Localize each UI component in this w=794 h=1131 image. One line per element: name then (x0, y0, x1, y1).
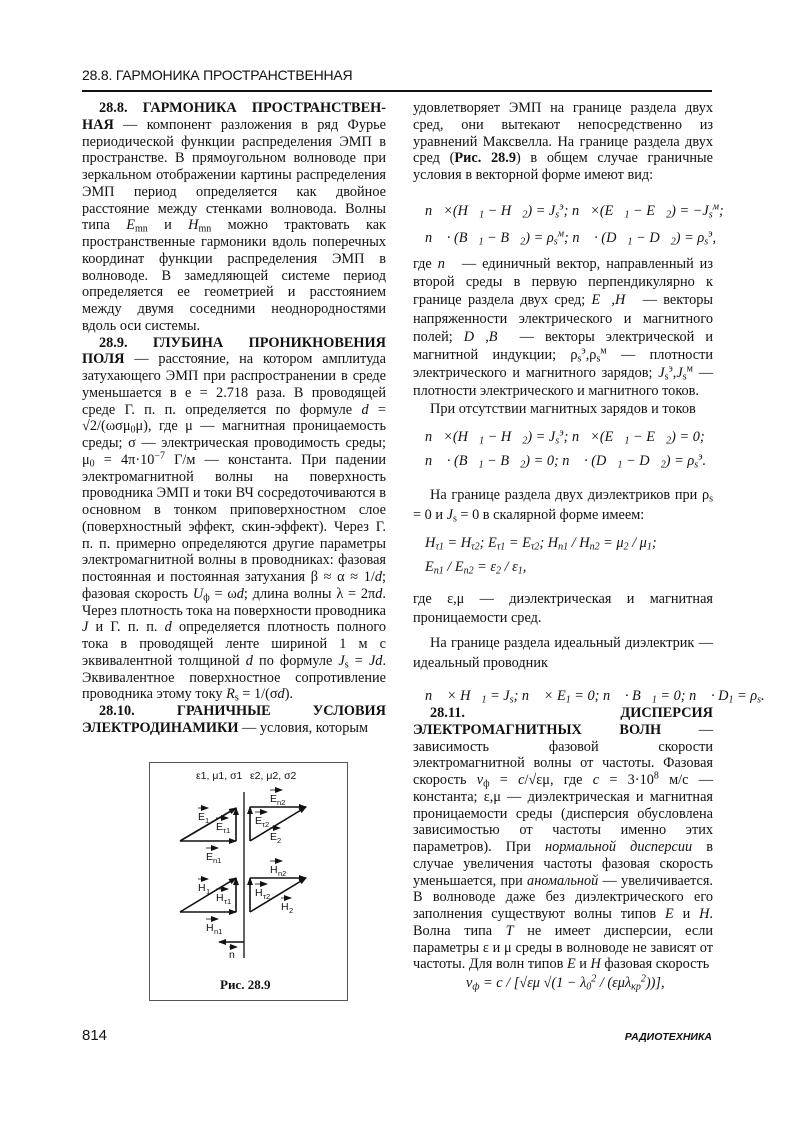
entry-28-11 (413, 705, 713, 973)
text-run: d (236, 585, 244, 602)
text-run: 8 (653, 770, 659, 782)
text-run: , (672, 365, 677, 382)
text-run: n1 (433, 565, 444, 577)
text-run: — увеличивается. В волноводе даже без диэлектрического его заполнения существуют волны типов (413, 872, 713, 922)
text-run: −7 (154, 450, 166, 462)
label-hn2: H (270, 864, 278, 876)
text-run: 0 (130, 424, 136, 436)
text-run: J (658, 365, 665, 382)
text-run: . Эквивалентное поверхностное сопротивление проводника этому току (82, 652, 387, 703)
label-ht1-sub: τ1 (224, 897, 232, 906)
text-run: n⃗ (437, 256, 456, 272)
formula-no-magnetic-2 (425, 453, 706, 470)
text-run: ) = −J (671, 203, 709, 219)
text-run: s (234, 692, 239, 704)
text-run: можно трактовать как пространственные гармоники вдоль поперечных координат функции распределения ЭМП в волноводе. В замедляющей системе период определяется ее геометрией и расстоянием между двумя соседними неоднородностями вдоль оси системы. (82, 217, 386, 334)
text-run: s (596, 353, 601, 365)
label-et2: E (255, 815, 263, 827)
label-en1: E (206, 851, 214, 863)
entry-28-8 (82, 100, 386, 335)
text-run: — зависимость фазовой скорости электромагнитной волны от частоты. Фазовая скорость (413, 721, 713, 788)
text-run: ))], (645, 975, 665, 991)
text-run: . Через плотность тока на поверхности проводника (82, 585, 386, 619)
page-number: 814 (82, 1027, 108, 1044)
text-run: R (226, 686, 235, 703)
text-run: H (188, 217, 199, 234)
text-run: = 0 в скалярной форме имеем: (456, 506, 645, 523)
formula-no-magnetic-1 (425, 429, 705, 446)
label-et1-sub: τ1 (223, 826, 231, 835)
text-run: s (577, 353, 582, 365)
running-header: 28.8. ГАРМОНИКА ПРОСТРАНСТВЕННАЯ (82, 67, 353, 83)
text-run: s (344, 659, 349, 671)
text-run: не имеет дисперсии, если параметры ε и μ среды в волноводе не зависят от частоты. Для волн типов (413, 922, 714, 973)
text-run: H (425, 535, 436, 551)
medium-2-params: ε2, μ2, σ2 (250, 770, 297, 782)
text-run: = c / [√εμ √(1 − λ (479, 975, 587, 991)
text-run: — векторы напряженности электрического и магнитного полей; (413, 292, 713, 345)
text-run: ) = ρ (675, 230, 705, 246)
text-run: м (686, 363, 693, 375)
text-run: 2 (666, 435, 672, 447)
text-run: 28.8. ГАРМОНИКА ПРОСТРАНСТВЕННАЯ (82, 100, 386, 133)
text-run: — условия, которым (238, 719, 368, 736)
text-run: − D⃗ (622, 453, 661, 469)
text-run: определяется плотность полного тока в проводящей ленте шириной 1 м с эквивалентной толщиной (82, 619, 387, 669)
text-run: τ1 (496, 541, 506, 553)
text-run: = H (443, 535, 472, 551)
text-run: — векторы электрической и магнитной индукции; ρ (413, 328, 713, 364)
text-run: — единичный вектор, направленный из второй среды в первую перпендикулярно к границе раздела двух сред; (413, 256, 713, 309)
text-run: 1 (565, 694, 571, 706)
text-run: n⃗ · (B⃗ (425, 230, 479, 246)
text-run: по формуле (252, 652, 339, 669)
label-et2-sub: τ2 (262, 820, 270, 829)
text-run: 0 (89, 458, 95, 470)
text-run: 28.10. ГРАНИЧНЫЕ УСЛОВИЯ ЭЛЕКТРОДИНАМИКИ (82, 703, 386, 736)
text-run: = 4π·10 (94, 451, 155, 468)
label-hn1: H (206, 922, 214, 934)
text-run: d (374, 569, 383, 585)
label-e2: E (270, 831, 278, 843)
text-run: E (566, 956, 576, 973)
text-run: = 3·10 (599, 772, 654, 788)
text-run: ; H (539, 535, 559, 551)
text-run: − B⃗ (483, 453, 521, 469)
text-run: ). (284, 686, 294, 703)
header-rule (82, 90, 712, 92)
text-run: ,ρ (585, 347, 597, 364)
text-run: = ρ (733, 688, 758, 704)
text-run: э (708, 228, 713, 240)
text-run: − B⃗ (483, 230, 521, 246)
text-run: э (559, 201, 564, 213)
label-h1-sub: 1 (206, 887, 211, 896)
text-run: 2 (496, 565, 502, 577)
text-run: 1 (624, 435, 630, 447)
text-run: 1 (627, 236, 633, 248)
text-run: / μ (628, 535, 647, 551)
text-run: При отсутствии магнитных зарядов и токов (430, 401, 696, 417)
text-run: s (553, 236, 558, 248)
text-run: 1 (478, 459, 484, 471)
text-run: J (82, 619, 89, 636)
text-run: s (509, 694, 514, 706)
text-run: = ω (209, 585, 237, 602)
text-run: τ1 (435, 541, 444, 553)
label-n: n (229, 949, 235, 961)
text-run: и (673, 906, 700, 922)
text-run: ) = 0; n⃗ · (D⃗ (525, 453, 618, 469)
label-e1: E (198, 811, 206, 823)
text-run: n1 (558, 541, 569, 553)
text-run: = J (486, 688, 510, 704)
text-run: . (761, 688, 765, 704)
label-e1-sub: 1 (205, 816, 210, 825)
text-run: μ), где μ — магнитная проницаемость среды; σ — электрическая проводимость среды; μ (82, 418, 386, 468)
text-run: м (600, 345, 607, 357)
text-run: / ε (501, 559, 518, 575)
text-run: — расстояние, на котором амплитуда затухающего ЭМП при распространении в среде уменьшается в e = 2.718 раза. В проводящей среде Г. п. п. определяется по формуле (82, 351, 386, 418)
text-run: 1 (517, 565, 523, 577)
text-run: s (704, 236, 709, 248)
text-run: ф (203, 592, 210, 604)
text-run: s (555, 435, 560, 447)
text-run: d (361, 401, 369, 418)
label-ht1: H (216, 892, 224, 904)
text-run: mn (134, 223, 148, 235)
label-hn2-sub: n2 (278, 869, 287, 878)
text-run: фазовая скорость (600, 956, 710, 973)
text-run: / (εμλ (596, 975, 632, 991)
text-run: — плотности электрического и магнитного токов. (413, 365, 714, 400)
text-run: − E⃗ (629, 203, 667, 219)
text-run: и Г. п. п. (88, 619, 165, 636)
text-run: E (425, 559, 434, 575)
text-run: м/с — константа; ε,μ — диэлектрическая и магнитная проницаемости среды (дисперсия обусловлена зависимостью от частоты именно этих параметров). При (413, 772, 714, 855)
text-run: = (489, 772, 519, 788)
text-run: τ2 (530, 541, 540, 553)
text-run: — плотности электрического и магнитного зарядов; (413, 347, 713, 382)
label-h2-sub: 2 (289, 906, 294, 915)
text-run: d (277, 686, 285, 703)
text-run: 2 (520, 236, 526, 248)
text-run: s (709, 493, 713, 505)
text-run: 1 (479, 209, 485, 221)
text-run: , (712, 230, 717, 246)
text-run: . Волна типа (413, 906, 713, 939)
text-run: На границе раздела идеальный диэлектрик — идеальный проводник (413, 635, 713, 671)
text-run: ; (651, 535, 657, 551)
text-run: T (505, 922, 514, 939)
text-run: − H⃗ (484, 203, 523, 219)
text-run: 2 (640, 973, 646, 985)
label-et1: E (216, 821, 224, 833)
text-run: n⃗ · (B⃗ (425, 453, 479, 469)
text-run: E (126, 217, 135, 234)
text-run: 2 (670, 236, 676, 248)
text-run: s (452, 513, 457, 524)
label-ht2: H (255, 887, 263, 899)
text-run: = √2/(ωσμ (82, 401, 386, 435)
figure-28-9 (149, 762, 348, 1001)
text-run: ) = ρ (665, 453, 695, 469)
label-h2: H (281, 901, 289, 913)
text-run: м (557, 228, 564, 240)
text-run: э (668, 363, 673, 375)
text-run: = ε (473, 559, 497, 575)
text-run: / E (443, 559, 464, 575)
text-run: 2 (666, 209, 672, 221)
label-ht2-sub: τ2 (263, 892, 271, 901)
formula-dielectrics-2 (425, 559, 526, 576)
figure-caption: Рис. 28.9 (220, 977, 271, 992)
entry-28-10 (82, 703, 386, 737)
text-run: 1 (624, 209, 630, 221)
text-run: 1 (651, 694, 657, 706)
entry-28-9 (82, 335, 386, 704)
text-run: ; длина волны λ = 2π (243, 585, 376, 602)
text-run: в случае увеличения частоты фазовая скорость уменьшается, при (413, 839, 714, 889)
paragraph-permeability (413, 590, 713, 628)
text-run: = μ (599, 535, 624, 551)
text-run: = 0; n⃗ · B⃗ (570, 688, 652, 704)
formula-dielectrics-1 (425, 535, 657, 552)
text-run: v (466, 975, 473, 991)
text-run: 2 (522, 209, 528, 221)
text-run: ) = 0; (671, 429, 705, 445)
text-run: s (664, 371, 669, 383)
text-run: − E⃗ (629, 429, 667, 445)
text-run: 2 (591, 973, 597, 985)
text-run: , (522, 559, 527, 575)
text-run: J (676, 365, 683, 382)
label-hn1-sub: n1 (214, 927, 223, 936)
text-run: На границе раздела двух диэлектриков при ρ (430, 487, 710, 503)
text-run: v (476, 772, 484, 788)
text-run: s (682, 371, 687, 383)
text-run: . (702, 453, 707, 469)
formula-boundary-general-2 (425, 230, 716, 247)
text-run: ) = ρ (525, 230, 554, 246)
text-run: ) = J (527, 429, 556, 445)
label-e2-sub: 2 (277, 836, 282, 845)
text-run: c (592, 772, 600, 788)
text-run: ; E (479, 535, 497, 551)
text-run: n⃗×(H⃗ (425, 429, 480, 445)
text-run: ф (472, 981, 480, 993)
text-run: 2 (623, 541, 629, 553)
text-run: J (338, 652, 345, 669)
formula-boundary-general-1 (425, 203, 724, 220)
text-run: 0 (586, 981, 592, 993)
text-run: τ2 (471, 541, 480, 553)
text-run: H (699, 906, 710, 922)
text-run: — компонент разложения в ряд Фурье периодической функции распределения ЭМП в пространстве. В прямоугольном волноводе при зеркальном отображении картины распределения ЭМП период определяется как двойное расстояние между стенками волновода. Волны типа (82, 116, 386, 234)
text-run: d (375, 585, 383, 602)
text-run: U (192, 585, 204, 602)
text-run: ф (483, 778, 490, 790)
text-run: где ε,μ — диэлектрическая и магнитная проницаемости сред. (413, 591, 713, 626)
text-run: 2 (522, 435, 528, 447)
text-run: /√εμ, где (524, 772, 593, 788)
text-run: и (575, 956, 591, 973)
text-run: J (446, 506, 453, 523)
paragraph-no-magnetic (413, 401, 713, 418)
text-run: d (245, 652, 253, 669)
formula-ideal-conductor (425, 688, 765, 705)
text-run: s (555, 209, 560, 221)
label-en2-sub: n2 (277, 798, 286, 807)
text-run: 1 (478, 236, 484, 248)
text-run: d (164, 619, 172, 636)
paragraph-ideal-conductor (413, 633, 713, 673)
text-run: ; n⃗×(E⃗ (563, 203, 625, 219)
text-run: аномальной (527, 872, 599, 889)
text-run: E⃗,H⃗ (591, 292, 637, 309)
text-run: 28.9. ГЛУБИНА ПРОНИКНОВЕНИЯ ПОЛЯ (82, 334, 386, 368)
text-run: м (712, 201, 719, 213)
label-en2: E (270, 793, 278, 805)
text-run: ; (719, 203, 724, 219)
paragraph-dielectrics (413, 486, 713, 525)
text-run: s (708, 209, 713, 221)
text-run: э (559, 427, 564, 439)
text-run: э (698, 451, 703, 463)
text-run: s (694, 459, 699, 471)
text-run: удовлетворяет ЭМП на границе раздела двух сред, они вытекают непосредственно из уравнений Максвелла. На границе раздела двух сред ( (413, 100, 713, 167)
text-run: 1 (479, 435, 485, 447)
text-run: ; n⃗ · (D⃗ (563, 230, 628, 246)
text-run: = 0; n⃗ · D (656, 688, 729, 704)
text-run: s (757, 694, 762, 706)
text-run: ; фазовая скорость (82, 569, 386, 602)
entry-28-10-continued (413, 100, 713, 184)
text-run: − H⃗ (484, 429, 523, 445)
text-run: = 1/(σ (238, 686, 278, 703)
medium-1-params: ε1, μ1, σ1 (196, 770, 243, 782)
text-run: / H (568, 535, 590, 551)
text-run: 1 (646, 541, 652, 553)
text-run: − D⃗ (632, 230, 671, 246)
text-run: нормальной дисперсии (544, 839, 693, 855)
text-run: D⃗,B⃗ (463, 328, 509, 345)
label-en1-sub: n1 (213, 856, 222, 865)
text-run: ; n⃗×(E⃗ (563, 429, 625, 445)
text-run: mn (198, 223, 212, 235)
text-run: 28.11. ДИСПЕРСИЯ ЭЛЕКТРОМАГНИТНЫХ ВОЛН (413, 705, 713, 738)
text-run: ) = J (527, 203, 556, 219)
text-run: кр (631, 981, 641, 993)
text-run: = (348, 652, 369, 669)
text-run: Г/м — константа. При падении электромагнитной волны на поверхность проводника ЭМП и токи ВЧ сосредоточиваются в основном в тонком приповерхностном слое (поверхностный эффект, скин-эффект). Через Г. п. п. примерно определяются другие параметры электромагнитной волны в проводниках: фазовая постоянная и постоянная затухания β ≈ α ≈ 1/ (82, 451, 386, 585)
text-run: = E (505, 535, 531, 551)
text-run: 1 (481, 694, 487, 706)
text-run: ) в общем случае граничные условия в векторной форме имеют вид: (413, 150, 713, 183)
text-run: n2 (463, 565, 474, 577)
text-run: и (147, 217, 189, 234)
text-run: H (590, 956, 601, 973)
paragraph-definitions (413, 255, 713, 401)
text-run: 2 (660, 459, 666, 471)
left-column (82, 100, 386, 737)
text-run: 1 (617, 459, 623, 471)
text-run: ; n⃗ × E (513, 688, 566, 704)
text-run: 2 (520, 459, 526, 471)
text-run: n⃗ × H⃗ (425, 688, 482, 704)
text-run: n⃗×(H⃗ (425, 203, 480, 219)
text-run: э (581, 345, 586, 357)
text-run: E (665, 906, 674, 922)
text-run: Рис. 28.9 (454, 150, 516, 167)
label-h1: H (198, 882, 206, 894)
text-run: c (518, 772, 525, 788)
text-run: = 0 и (413, 506, 447, 523)
text-run: где (413, 256, 438, 272)
text-run: 1 (728, 694, 734, 706)
text-run: n2 (589, 541, 600, 553)
formula-phase-velocity (466, 975, 665, 992)
book-title: РАДИОТЕХНИКА (624, 1031, 712, 1043)
text-run: Jd (368, 652, 383, 669)
